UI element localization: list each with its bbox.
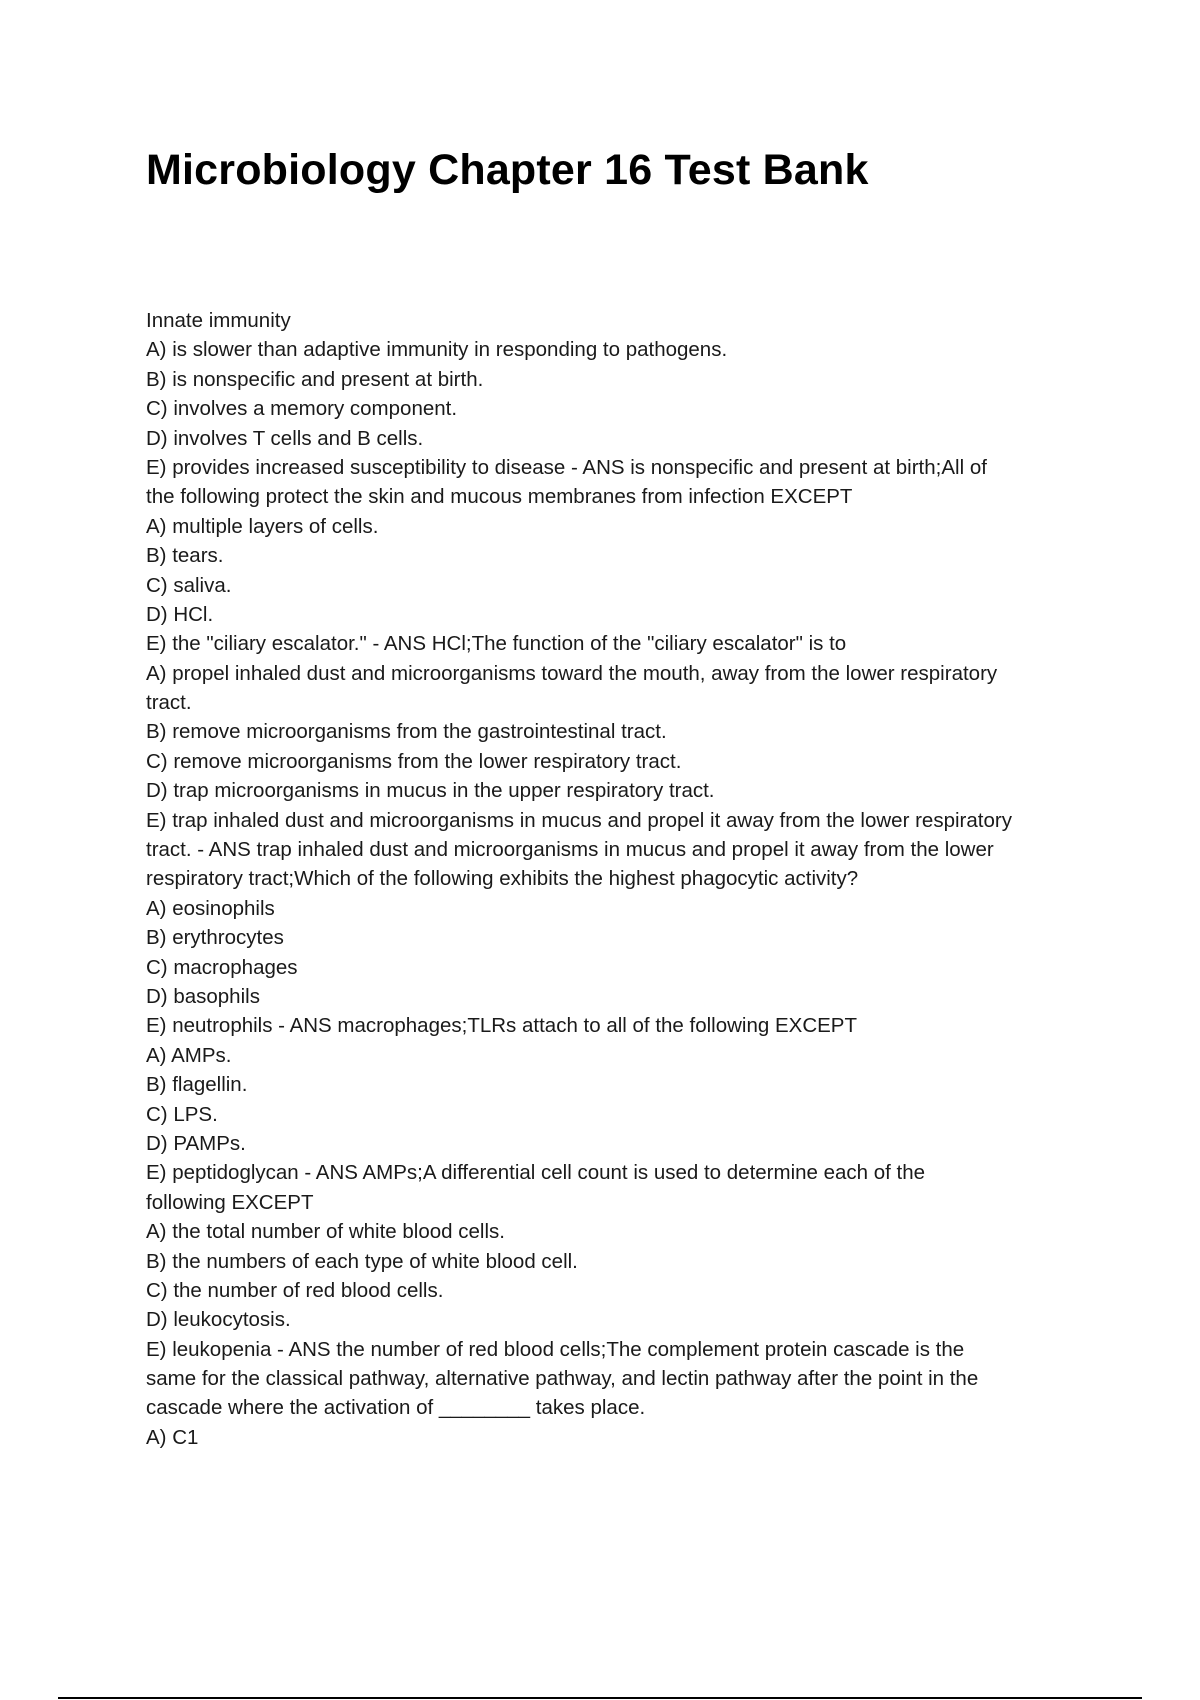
text-line: E) provides increased susceptibility to disease - ANS is nonspecific and present at birth;All of (146, 455, 987, 479)
text-line: E) leukopenia - ANS the number of red blood cells;The complement protein cascade is the (146, 1337, 965, 1361)
text-line: A) AMPs. (146, 1043, 232, 1067)
text-line: C) macrophages (146, 955, 298, 979)
text-line: A) eosinophils (146, 896, 275, 920)
text-line: same for the classical pathway, alternative pathway, and lectin pathway after the point in the (146, 1367, 979, 1391)
text-line: B) remove microorganisms from the gastrointestinal tract. (146, 720, 667, 744)
text-line: A) the total number of white blood cells. (146, 1220, 505, 1244)
text-line: following EXCEPT (146, 1190, 314, 1214)
text-line: C) remove microorganisms from the lower respiratory tract. (146, 749, 682, 773)
text-line: cascade where the activation of ________ takes place. (146, 1396, 646, 1420)
text-line: tract. (146, 691, 192, 715)
text-line: the following protect the skin and mucous membranes from infection EXCEPT (146, 485, 853, 509)
text-line: B) erythrocytes (146, 926, 284, 950)
text-line: D) involves T cells and B cells. (146, 426, 424, 450)
text-line: Innate immunity (146, 309, 291, 332)
text-line: tract. - ANS trap inhaled dust and microorganisms in mucus and propel it away from the lower (146, 838, 994, 862)
text-line: A) propel inhaled dust and microorganisms toward the mouth, away from the lower respiratory (146, 661, 998, 685)
text-line: A) is slower than adaptive immunity in responding to pathogens. (146, 338, 728, 362)
text-line: D) PAMPs. (146, 1131, 246, 1155)
text-line: E) neutrophils - ANS macrophages;TLRs attach to all of the following EXCEPT (146, 1014, 858, 1038)
footer-divider (58, 1697, 1142, 1699)
document-body (146, 306, 1086, 1452)
text-line: D) basophils (146, 984, 260, 1008)
text-line: B) tears. (146, 544, 224, 568)
text-line: C) the number of red blood cells. (146, 1278, 444, 1302)
text-line: B) the numbers of each type of white blood cell. (146, 1249, 578, 1273)
text-line: D) leukocytosis. (146, 1308, 291, 1332)
text-line: E) the "ciliary escalator." - ANS HCl;The function of the "ciliary escalator" is to (146, 632, 847, 656)
page-title: Microbiology Chapter 16 Test Bank (146, 146, 869, 194)
text-line: respiratory tract;Which of the following exhibits the highest phagocytic activity? (146, 867, 859, 891)
text-line: E) peptidoglycan - ANS AMPs;A differential cell count is used to determine each of the (146, 1161, 926, 1185)
text-line: D) HCl. (146, 602, 214, 626)
text-line: B) flagellin. (146, 1073, 248, 1097)
text-line: D) trap microorganisms in mucus in the upper respiratory tract. (146, 779, 715, 803)
text-line: E) trap inhaled dust and microorganisms in mucus and propel it away from the lower respiratory (146, 808, 1012, 832)
text-line: C) saliva. (146, 573, 232, 597)
text-line: A) multiple layers of cells. (146, 514, 379, 538)
text-line: A) C1 (146, 1425, 199, 1449)
text-line: C) involves a memory component. (146, 397, 458, 421)
text-line: B) is nonspecific and present at birth. (146, 367, 484, 391)
text-line: C) LPS. (146, 1102, 218, 1126)
